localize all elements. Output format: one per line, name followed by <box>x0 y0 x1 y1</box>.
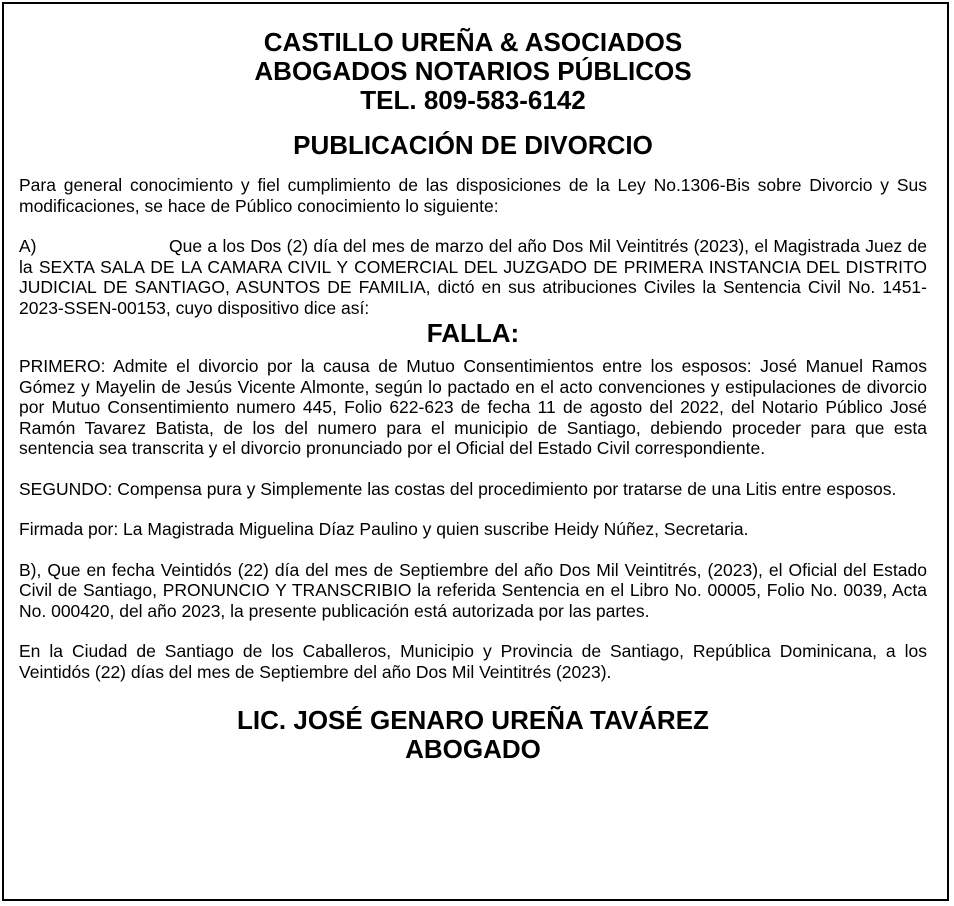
segundo-paragraph: SEGUNDO: Compensa pura y Simplemente las costas del procedimiento por tratarse de una Litis entre esposos. <box>19 478 897 499</box>
firm-phone: TEL. 809-583-6142 <box>360 85 586 115</box>
section-b-paragraph: B), Que en fecha Veintidós (22) día del mes de Septiembre del año Dos Mil Veintitrés, (2023), el Oficial del Estado Civil de Santiago, PRONUNCIO Y TRANSCRIBIO la referida Sentencia en el Libro No. 00005, Folio No. 0039, Acta No. 000420, del año 2023, la presente publicación está autorizada por las partes. <box>19 559 927 621</box>
firm-name: CASTILLO UREÑA & ASOCIADOS <box>263 27 683 57</box>
signature-title: ABOGADO <box>405 734 541 764</box>
firm-role: ABOGADOS NOTARIOS PÚBLICOS <box>254 56 692 86</box>
primero-paragraph: PRIMERO: Admite el divorcio por la causa de Mutuo Consentimientos entre los esposos: José Manuel Ramos Gómez y Mayelin de Jesús Vicente Almonte, según lo pactado en el acto convenciones y estipulaciones de divorcio por Mutuo Consentimiento numero 445, Folio 622-623 de fecha 11 de agosto del 2022, del Notario Público José Ramón Tavarez Batista, de los del numero para el municipio de Santiago, debiendo proceder para que esta sentencia sea transcrita y el divorcio pronunciado por el Oficial del Estado Civil correspondiente. <box>19 356 927 458</box>
signature-block <box>19 706 927 764</box>
section-a-paragraph <box>19 236 927 318</box>
notice-content <box>19 28 927 764</box>
notice-title: PUBLICACIÓN DE DIVORCIO <box>293 130 653 160</box>
signature-name: LIC. JOSÉ GENARO UREÑA TAVÁREZ <box>237 705 709 735</box>
section-a-text: Que a los Dos (2) día del mes de marzo del año Dos Mil Veintitrés (2023), el Magistrada Juez de la SEXTA SALA DE LA CAMARA CIVIL Y COMERCIAL DEL JUZGADO DE PRIMERA INSTANCIA DEL DISTRITO JUDICIAL DE SANTIAGO, ASUNTOS DE FAMILIA, dictó en sus atribuciones Civiles la Sentencia Civil No. 1451-2023-SSEN-00153, cuyo dispositivo dice así: <box>19 236 927 318</box>
section-a-label: A) <box>19 236 37 256</box>
closing-paragraph: En la Ciudad de Santiago de los Caballeros, Municipio y Provincia de Santiago, República Dominicana, a los Veintidós (22) días del mes de Septiembre del año Dos Mil Veintitrés (2023). <box>19 641 927 682</box>
intro-paragraph: Para general conocimiento y fiel cumplimiento de las disposiciones de la Ley No.1306-Bis sobre Divorcio y Sus modificaciones, se hace de Público conocimiento lo siguiente: <box>19 175 927 216</box>
falla-heading: FALLA: <box>426 318 520 348</box>
firmada-paragraph: Firmada por: La Magistrada Miguelina Díaz Paulino y quien suscribe Heidy Núñez, Secretaria. <box>19 519 749 539</box>
